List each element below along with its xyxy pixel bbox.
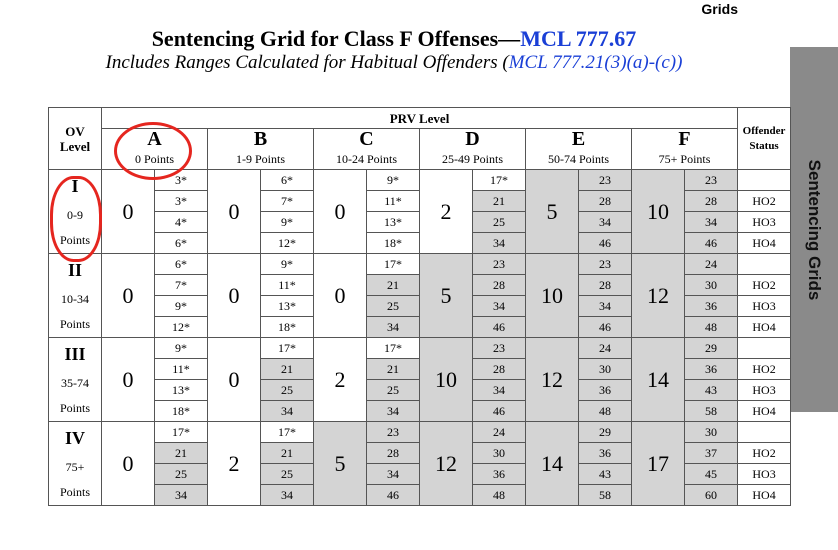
title-text: Sentencing Grid for Class F Offenses—	[151, 26, 521, 51]
offender-status-cell: HO3	[738, 380, 791, 401]
prv-column-letter: B	[208, 129, 314, 150]
max-range-cell: 24	[473, 422, 526, 443]
offender-status-cell: HO4	[738, 317, 791, 338]
ov-level-range: 75+	[65, 459, 85, 474]
min-range-cell: 0	[102, 338, 155, 422]
max-range-cell: 28	[579, 191, 632, 212]
ov-level-roman: III	[64, 343, 86, 364]
max-range-cell: 18*	[155, 401, 208, 422]
max-range-cell: 43	[685, 380, 738, 401]
min-range-cell: 0	[208, 338, 261, 422]
max-range-cell: 17*	[473, 170, 526, 191]
min-range-cell: 0	[208, 254, 261, 338]
min-range-cell: 5	[420, 254, 473, 338]
offender-status-cell: HO2	[738, 275, 791, 296]
offender-status-cell: HO3	[738, 296, 791, 317]
max-range-cell: 28	[473, 359, 526, 380]
min-range-cell: 2	[314, 338, 367, 422]
max-range-cell: 9*	[155, 338, 208, 359]
page-subtitle	[0, 52, 788, 74]
max-range-cell: 28	[367, 443, 420, 464]
max-range-cell: 28	[579, 275, 632, 296]
min-range-cell: 12	[420, 422, 473, 506]
max-range-cell: 34	[579, 212, 632, 233]
max-range-cell: 17*	[261, 422, 314, 443]
prv-column-letter: C	[314, 129, 420, 150]
max-range-cell: 28	[685, 191, 738, 212]
max-range-cell: 30	[685, 275, 738, 296]
min-range-cell: 12	[632, 254, 685, 338]
max-range-cell: 9*	[261, 254, 314, 275]
max-range-cell: 9*	[367, 170, 420, 191]
ov-level-points: Points	[59, 484, 90, 499]
max-range-cell: 34	[367, 317, 420, 338]
max-range-cell: 7*	[261, 191, 314, 212]
max-range-cell: 13*	[155, 380, 208, 401]
max-range-cell: 60	[685, 485, 738, 506]
max-range-cell: 23	[473, 254, 526, 275]
max-range-cell: 21	[473, 191, 526, 212]
page-title	[0, 26, 788, 52]
min-range-cell: 12	[526, 338, 579, 422]
max-range-cell: 46	[367, 485, 420, 506]
max-range-cell: 23	[579, 170, 632, 191]
min-range-cell: 5	[526, 170, 579, 254]
min-range-cell: 10	[632, 170, 685, 254]
ov-level-range: 35-74	[61, 375, 89, 390]
max-range-cell: 34	[261, 401, 314, 422]
max-range-cell: 46	[579, 233, 632, 254]
offender-status-cell	[738, 422, 791, 443]
max-range-cell: 48	[685, 317, 738, 338]
max-range-cell: 28	[473, 275, 526, 296]
max-range-cell: 21	[261, 443, 314, 464]
offender-status-cell	[738, 254, 791, 275]
max-range-cell: 30	[579, 359, 632, 380]
max-range-cell: 30	[685, 422, 738, 443]
prv-column-points: 0 Points	[102, 149, 208, 170]
prv-column-points: 75+ Points	[632, 149, 738, 170]
max-range-cell: 36	[473, 464, 526, 485]
table-row	[49, 422, 791, 443]
max-range-cell: 46	[473, 317, 526, 338]
max-range-cell: 18*	[367, 233, 420, 254]
grids-header-label: Grids	[701, 1, 738, 17]
offender-status-cell: HO2	[738, 359, 791, 380]
max-range-cell: 36	[579, 443, 632, 464]
min-range-cell: 14	[632, 338, 685, 422]
prv-column-points: 50-74 Points	[526, 149, 632, 170]
max-range-cell: 25	[261, 464, 314, 485]
max-range-cell: 21	[367, 275, 420, 296]
offender-status-header: Offender Status	[738, 108, 791, 170]
offender-status-cell: HO4	[738, 485, 791, 506]
title-citation-link[interactable]: MCL 777.67	[520, 26, 637, 51]
max-range-cell: 6*	[155, 233, 208, 254]
max-range-cell: 46	[685, 233, 738, 254]
max-range-cell: 23	[473, 338, 526, 359]
max-range-cell: 17*	[367, 254, 420, 275]
max-range-cell: 30	[473, 443, 526, 464]
max-range-cell: 34	[579, 296, 632, 317]
max-range-cell: 12*	[155, 317, 208, 338]
max-range-cell: 58	[579, 485, 632, 506]
min-range-cell: 10	[420, 338, 473, 422]
max-range-cell: 34	[261, 485, 314, 506]
max-range-cell: 36	[685, 359, 738, 380]
prv-column-points: 25-49 Points	[420, 149, 526, 170]
min-range-cell: 0	[314, 254, 367, 338]
subtitle-citation-link[interactable]: MCL 777.21(3)(a)-(c))	[508, 52, 683, 73]
max-range-cell: 17*	[261, 338, 314, 359]
max-range-cell: 21	[155, 443, 208, 464]
max-range-cell: 25	[155, 464, 208, 485]
ov-level-points: Points	[59, 316, 90, 331]
ov-level-roman: II	[67, 259, 82, 280]
max-range-cell: 37	[685, 443, 738, 464]
ov-level-cell	[49, 422, 102, 506]
min-range-cell: 2	[420, 170, 473, 254]
max-range-cell: 24	[685, 254, 738, 275]
max-range-cell: 13*	[367, 212, 420, 233]
max-range-cell: 17*	[155, 422, 208, 443]
max-range-cell: 46	[473, 401, 526, 422]
offender-status-cell: HO2	[738, 191, 791, 212]
ov-level-cell	[49, 338, 102, 422]
max-range-cell: 34	[155, 485, 208, 506]
offender-status-cell: HO2	[738, 443, 791, 464]
max-range-cell: 45	[685, 464, 738, 485]
ov-level-points: Points	[59, 400, 90, 415]
max-range-cell: 7*	[155, 275, 208, 296]
ov-level-cell	[49, 254, 102, 338]
ov-level-header: OV Level	[49, 108, 102, 170]
annotation-circle-column-a	[114, 122, 192, 180]
offender-status-cell: HO3	[738, 464, 791, 485]
max-range-cell: 25	[367, 296, 420, 317]
ov-level-roman: I	[71, 175, 79, 196]
max-range-cell: 36	[685, 296, 738, 317]
offender-status-cell	[738, 338, 791, 359]
max-range-cell: 23	[367, 422, 420, 443]
annotation-circle-ov-level-i	[50, 176, 102, 262]
prv-column-letter: D	[420, 129, 526, 150]
max-range-cell: 34	[473, 380, 526, 401]
max-range-cell: 11*	[155, 359, 208, 380]
min-range-cell: 5	[314, 422, 367, 506]
max-range-cell: 3*	[155, 191, 208, 212]
min-range-cell: 10	[526, 254, 579, 338]
max-range-cell: 48	[579, 401, 632, 422]
offender-status-cell: HO3	[738, 212, 791, 233]
ov-level-range: 10-34	[61, 291, 89, 306]
max-range-cell: 36	[579, 380, 632, 401]
prv-column-points: 1-9 Points	[208, 149, 314, 170]
max-range-cell: 34	[473, 233, 526, 254]
side-tab-label: Sentencing Grids	[805, 159, 824, 300]
max-range-cell: 9*	[261, 212, 314, 233]
min-range-cell: 0	[102, 422, 155, 506]
subtitle-text: Includes Ranges Calculated for Habitual Offenders (	[105, 52, 509, 73]
max-range-cell: 34	[473, 296, 526, 317]
ov-level-range: 0-9	[67, 207, 83, 222]
max-range-cell: 18*	[261, 317, 314, 338]
max-range-cell: 25	[367, 380, 420, 401]
min-range-cell: 17	[632, 422, 685, 506]
min-range-cell: 0	[102, 170, 155, 254]
max-range-cell: 21	[367, 359, 420, 380]
max-range-cell: 48	[473, 485, 526, 506]
max-range-cell: 29	[579, 422, 632, 443]
table-row	[49, 254, 791, 275]
min-range-cell: 0	[208, 170, 261, 254]
ov-level-points: Points	[59, 232, 90, 247]
max-range-cell: 23	[685, 170, 738, 191]
max-range-cell: 4*	[155, 212, 208, 233]
max-range-cell: 34	[367, 401, 420, 422]
max-range-cell: 23	[579, 254, 632, 275]
max-range-cell: 25	[261, 380, 314, 401]
max-range-cell: 13*	[261, 296, 314, 317]
max-range-cell: 25	[473, 212, 526, 233]
prv-column-letter: A	[102, 129, 208, 150]
prv-column-points: 10-24 Points	[314, 149, 420, 170]
max-range-cell: 9*	[155, 296, 208, 317]
offender-status-cell: HO4	[738, 401, 791, 422]
prv-level-header: PRV Level	[102, 108, 738, 129]
max-range-cell: 34	[685, 212, 738, 233]
prv-column-letter: E	[526, 129, 632, 150]
offender-status-cell	[738, 170, 791, 191]
max-range-cell: 12*	[261, 233, 314, 254]
min-range-cell: 0	[102, 254, 155, 338]
max-range-cell: 6*	[261, 170, 314, 191]
max-range-cell: 6*	[155, 254, 208, 275]
max-range-cell: 11*	[261, 275, 314, 296]
ov-level-roman: IV	[64, 427, 85, 448]
max-range-cell: 43	[579, 464, 632, 485]
max-range-cell: 46	[579, 317, 632, 338]
sentencing-grids-tab[interactable]	[790, 47, 838, 412]
max-range-cell: 11*	[367, 191, 420, 212]
max-range-cell: 17*	[367, 338, 420, 359]
max-range-cell: 3*	[155, 170, 208, 191]
max-range-cell: 58	[685, 401, 738, 422]
min-range-cell: 0	[314, 170, 367, 254]
min-range-cell: 14	[526, 422, 579, 506]
max-range-cell: 29	[685, 338, 738, 359]
min-range-cell: 2	[208, 422, 261, 506]
max-range-cell: 24	[579, 338, 632, 359]
max-range-cell: 21	[261, 359, 314, 380]
offender-status-cell: HO4	[738, 233, 791, 254]
prv-column-letter: F	[632, 129, 738, 150]
max-range-cell: 34	[367, 464, 420, 485]
table-row	[49, 338, 791, 359]
